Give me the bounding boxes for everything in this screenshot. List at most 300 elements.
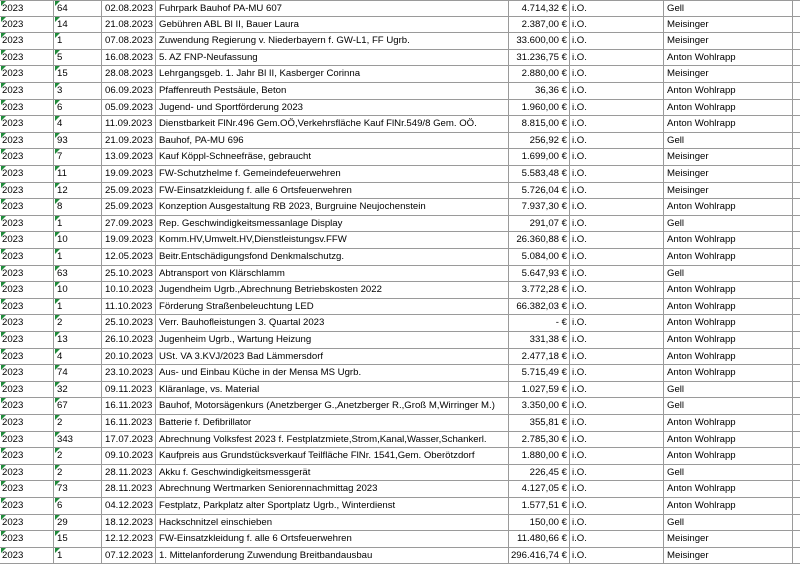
empty-cell[interactable]	[793, 17, 800, 33]
date-cell[interactable]: 16.11.2023	[102, 398, 156, 414]
number-cell[interactable]: 74	[54, 365, 102, 381]
year-cell[interactable]: 2023	[0, 216, 54, 232]
name-cell[interactable]: Gell	[664, 216, 793, 232]
empty-cell[interactable]	[793, 515, 800, 531]
status-cell[interactable]: i.O.	[570, 17, 664, 33]
amount-cell[interactable]: 1.577,51 €	[509, 498, 570, 514]
error-indicator-icon	[55, 1, 60, 6]
date-cell[interactable]: 21.09.2023	[102, 133, 156, 149]
description-cell[interactable]: 5. AZ FNP-Neufassung	[156, 50, 509, 66]
description-cell[interactable]: Kauf Köppl-Schneefräse, gebraucht	[156, 149, 509, 165]
date-cell[interactable]: 18.12.2023	[102, 515, 156, 531]
status-cell[interactable]: i.O.	[570, 481, 664, 497]
date-cell[interactable]: 25.09.2023	[102, 199, 156, 215]
number-cell[interactable]: 7	[54, 149, 102, 165]
number-cell[interactable]: 1	[54, 216, 102, 232]
date-cell[interactable]: 19.09.2023	[102, 232, 156, 248]
number-cell[interactable]: 1	[54, 249, 102, 265]
name-cell[interactable]: Anton Wohlrapp	[664, 100, 793, 116]
status-cell[interactable]: i.O.	[570, 183, 664, 199]
error-indicator-icon	[1, 83, 6, 88]
description-cell[interactable]: Verr. Bauhofleistungen 3. Quartal 2023	[156, 315, 509, 331]
amount-cell[interactable]: 355,81 €	[509, 415, 570, 431]
empty-cell[interactable]	[793, 548, 800, 564]
description-cell[interactable]: Jugenheim Ugrb., Wartung Heizung	[156, 332, 509, 348]
empty-cell[interactable]	[793, 66, 800, 82]
number-cell[interactable]: 2	[54, 448, 102, 464]
amount-cell[interactable]: 26.360,88 €	[509, 232, 570, 248]
description-cell[interactable]: Akku f. Geschwindigkeitsmessgerät	[156, 465, 509, 481]
status-cell[interactable]: i.O.	[570, 282, 664, 298]
name-cell[interactable]: Anton Wohlrapp	[664, 448, 793, 464]
error-indicator-icon	[55, 183, 60, 188]
year-cell[interactable]: 2023	[0, 349, 54, 365]
error-indicator-icon	[1, 349, 6, 354]
number-cell[interactable]: 343	[54, 432, 102, 448]
status-cell[interactable]: i.O.	[570, 448, 664, 464]
date-cell[interactable]: 09.11.2023	[102, 382, 156, 398]
date-cell[interactable]: 25.10.2023	[102, 315, 156, 331]
year-cell[interactable]: 2023	[0, 315, 54, 331]
description-cell[interactable]: Zuwendung Regierung v. Niederbayern f. GW-L1, FF Ugrb.	[156, 33, 509, 49]
empty-cell[interactable]	[793, 50, 800, 66]
status-cell[interactable]: i.O.	[570, 199, 664, 215]
year-cell[interactable]: 2023	[0, 498, 54, 514]
table-row	[0, 349, 800, 366]
status-cell[interactable]: i.O.	[570, 432, 664, 448]
error-indicator-icon	[55, 50, 60, 55]
empty-cell[interactable]	[793, 315, 800, 331]
status-cell[interactable]: i.O.	[570, 66, 664, 82]
description-cell[interactable]: Hackschnitzel einschieben	[156, 515, 509, 531]
amount-cell[interactable]: 291,07 €	[509, 216, 570, 232]
table-row	[0, 282, 800, 299]
name-cell[interactable]: Gell	[664, 1, 793, 16]
year-cell[interactable]: 2023	[0, 465, 54, 481]
description-cell[interactable]: Gebühren ABL Bl II, Bauer Laura	[156, 17, 509, 33]
year-cell[interactable]: 2023	[0, 299, 54, 315]
empty-cell[interactable]	[793, 349, 800, 365]
date-cell[interactable]: 12.12.2023	[102, 531, 156, 547]
status-cell[interactable]: i.O.	[570, 382, 664, 398]
error-indicator-icon	[55, 432, 60, 437]
status-cell[interactable]: i.O.	[570, 398, 664, 414]
number-cell[interactable]: 10	[54, 282, 102, 298]
name-cell[interactable]: Gell	[664, 465, 793, 481]
year-cell[interactable]: 2023	[0, 199, 54, 215]
description-cell[interactable]: FW-Einsatzkleidung f. alle 6 Ortsfeuerwehren	[156, 183, 509, 199]
date-cell[interactable]: 28.11.2023	[102, 465, 156, 481]
date-cell[interactable]: 16.08.2023	[102, 50, 156, 66]
description-cell[interactable]: Konzeption Ausgestaltung RB 2023, Burgruine Neujochenstein	[156, 199, 509, 215]
year-cell[interactable]: 2023	[0, 282, 54, 298]
empty-cell[interactable]	[793, 332, 800, 348]
number-cell[interactable]: 2	[54, 415, 102, 431]
empty-cell[interactable]	[793, 531, 800, 547]
table-row	[0, 50, 800, 67]
description-cell[interactable]: FW-Schutzhelme f. Gemeindefeuerwehren	[156, 166, 509, 182]
description-cell[interactable]: Kaufpreis aus Grundstücksverkauf Teilfläche FlNr. 1541,Gem. Oberötzdorf	[156, 448, 509, 464]
amount-cell[interactable]: 1.027,59 €	[509, 382, 570, 398]
year-cell[interactable]: 2023	[0, 83, 54, 99]
empty-cell[interactable]	[793, 100, 800, 116]
status-cell[interactable]: i.O.	[570, 299, 664, 315]
empty-cell[interactable]	[793, 299, 800, 315]
error-indicator-icon	[55, 548, 60, 553]
year-cell[interactable]: 2023	[0, 481, 54, 497]
year-cell[interactable]: 2023	[0, 232, 54, 248]
number-cell[interactable]: 13	[54, 332, 102, 348]
description-cell[interactable]: Kläranlage, vs. Material	[156, 382, 509, 398]
amount-cell[interactable]: 5.715,49 €	[509, 365, 570, 381]
description-cell[interactable]: Aus- und Einbau Küche in der Mensa MS Ugrb.	[156, 365, 509, 381]
amount-cell[interactable]: 150,00 €	[509, 515, 570, 531]
description-cell[interactable]: Lehrgangsgeb. 1. Jahr Bl II, Kasberger Corinna	[156, 66, 509, 82]
name-cell[interactable]: Anton Wohlrapp	[664, 249, 793, 265]
amount-cell[interactable]: 1.960,00 €	[509, 100, 570, 116]
name-cell[interactable]: Anton Wohlrapp	[664, 481, 793, 497]
year-cell[interactable]: 2023	[0, 332, 54, 348]
amount-cell[interactable]: 11.480,66 €	[509, 531, 570, 547]
number-cell[interactable]: 11	[54, 166, 102, 182]
status-cell[interactable]: i.O.	[570, 349, 664, 365]
empty-cell[interactable]	[793, 398, 800, 414]
status-cell[interactable]: i.O.	[570, 216, 664, 232]
status-cell[interactable]: i.O.	[570, 415, 664, 431]
status-cell[interactable]: i.O.	[570, 266, 664, 282]
error-indicator-icon	[1, 66, 6, 71]
number-cell[interactable]: 73	[54, 481, 102, 497]
number-cell[interactable]: 1	[54, 33, 102, 49]
name-cell[interactable]: Anton Wohlrapp	[664, 299, 793, 315]
empty-cell[interactable]	[793, 282, 800, 298]
amount-cell[interactable]: 5.583,48 €	[509, 166, 570, 182]
description-cell[interactable]: Komm.HV,Umwelt.HV,Dienstleistungsv.FFW	[156, 232, 509, 248]
description-cell[interactable]: USt. VA 3.KVJ/2023 Bad Lämmersdorf	[156, 349, 509, 365]
name-cell[interactable]: Anton Wohlrapp	[664, 349, 793, 365]
amount-cell[interactable]: 1.880,00 €	[509, 448, 570, 464]
status-cell[interactable]: i.O.	[570, 465, 664, 481]
table-row	[0, 382, 800, 399]
empty-cell[interactable]	[793, 498, 800, 514]
status-cell[interactable]: i.O.	[570, 232, 664, 248]
status-cell[interactable]: i.O.	[570, 33, 664, 49]
status-cell[interactable]: i.O.	[570, 249, 664, 265]
status-cell[interactable]: i.O.	[570, 548, 664, 564]
date-cell[interactable]: 11.09.2023	[102, 116, 156, 132]
empty-cell[interactable]	[793, 216, 800, 232]
number-cell[interactable]: 8	[54, 199, 102, 215]
description-cell[interactable]: 1. Mittelanforderung Zuwendung Breitbandausbau	[156, 548, 509, 564]
description-cell[interactable]: Abrechnung Volksfest 2023 f. Festplatzmiete,Strom,Kanal,Wasser,Schankerl.	[156, 432, 509, 448]
year-cell[interactable]: 2023	[0, 398, 54, 414]
empty-cell[interactable]	[793, 199, 800, 215]
name-cell[interactable]: Meisinger	[664, 149, 793, 165]
year-cell[interactable]: 2023	[0, 515, 54, 531]
empty-cell[interactable]	[793, 249, 800, 265]
description-cell[interactable]: Festplatz, Parkplatz alter Sportplatz Ugrb., Winterdienst	[156, 498, 509, 514]
description-cell[interactable]: Dienstbarkeit FlNr.496 Gem.OÖ,Verkehrsfläche Kauf FlNr.549/8 Gem. OÖ.	[156, 116, 509, 132]
year-cell[interactable]: 2023	[0, 531, 54, 547]
status-cell[interactable]: i.O.	[570, 315, 664, 331]
amount-cell[interactable]: 2.387,00 €	[509, 17, 570, 33]
date-cell[interactable]: 21.08.2023	[102, 17, 156, 33]
empty-cell[interactable]	[793, 1, 800, 16]
year-cell[interactable]: 2023	[0, 448, 54, 464]
number-cell[interactable]: 29	[54, 515, 102, 531]
status-cell[interactable]: i.O.	[570, 1, 664, 16]
name-cell[interactable]: Gell	[664, 266, 793, 282]
error-indicator-icon	[55, 315, 60, 320]
description-cell[interactable]: Batterie f. Defibrillator	[156, 415, 509, 431]
number-cell[interactable]: 14	[54, 17, 102, 33]
date-cell[interactable]: 28.08.2023	[102, 66, 156, 82]
amount-cell[interactable]: 331,38 €	[509, 332, 570, 348]
date-cell[interactable]: 11.10.2023	[102, 299, 156, 315]
name-cell[interactable]: Meisinger	[664, 66, 793, 82]
number-cell[interactable]: 32	[54, 382, 102, 398]
table-row	[0, 548, 800, 564]
amount-cell[interactable]: 33.600,00 €	[509, 33, 570, 49]
date-cell[interactable]: 02.08.2023	[102, 1, 156, 16]
empty-cell[interactable]	[793, 83, 800, 99]
name-cell[interactable]: Anton Wohlrapp	[664, 116, 793, 132]
description-cell[interactable]: Abtransport von Klärschlamm	[156, 266, 509, 282]
date-cell[interactable]: 07.12.2023	[102, 548, 156, 564]
name-cell[interactable]: Anton Wohlrapp	[664, 365, 793, 381]
name-cell[interactable]: Gell	[664, 515, 793, 531]
date-cell[interactable]: 10.10.2023	[102, 282, 156, 298]
error-indicator-icon	[1, 166, 6, 171]
error-indicator-icon	[1, 149, 6, 154]
empty-cell[interactable]	[793, 116, 800, 132]
table-row	[0, 465, 800, 482]
description-cell[interactable]: FW-Einsatzkleidung f. alle 6 Ortsfeuerwehren	[156, 531, 509, 547]
status-cell[interactable]: i.O.	[570, 83, 664, 99]
name-cell[interactable]: Gell	[664, 133, 793, 149]
number-cell[interactable]: 63	[54, 266, 102, 282]
year-cell[interactable]: 2023	[0, 116, 54, 132]
date-cell[interactable]: 17.07.2023	[102, 432, 156, 448]
empty-cell[interactable]	[793, 183, 800, 199]
table-row	[0, 17, 800, 34]
amount-cell[interactable]: 66.382,03 €	[509, 299, 570, 315]
name-cell[interactable]: Anton Wohlrapp	[664, 232, 793, 248]
empty-cell[interactable]	[793, 166, 800, 182]
status-cell[interactable]: i.O.	[570, 166, 664, 182]
amount-cell[interactable]: 256,92 €	[509, 133, 570, 149]
description-cell[interactable]: Bauhof, Motorsägenkurs (Anetzberger G.,Anetzberger R.,Groß M,Wirringer M.)	[156, 398, 509, 414]
date-cell[interactable]: 23.10.2023	[102, 365, 156, 381]
name-cell[interactable]: Anton Wohlrapp	[664, 50, 793, 66]
year-cell[interactable]: 2023	[0, 100, 54, 116]
table-row	[0, 133, 800, 150]
error-indicator-icon	[1, 498, 6, 503]
empty-cell[interactable]	[793, 465, 800, 481]
date-cell[interactable]: 07.08.2023	[102, 33, 156, 49]
amount-cell[interactable]: 3.772,28 €	[509, 282, 570, 298]
status-cell[interactable]: i.O.	[570, 100, 664, 116]
description-cell[interactable]: Fuhrpark Bauhof PA-MU 607	[156, 1, 509, 16]
name-cell[interactable]: Meisinger	[664, 531, 793, 547]
description-cell[interactable]: Beitr.Entschädigungsfond Denkmalschutzg.	[156, 249, 509, 265]
year-cell[interactable]: 2023	[0, 249, 54, 265]
date-cell[interactable]: 06.09.2023	[102, 83, 156, 99]
date-cell[interactable]: 25.10.2023	[102, 266, 156, 282]
name-cell[interactable]: Meisinger	[664, 17, 793, 33]
year-cell[interactable]: 2023	[0, 548, 54, 564]
error-indicator-icon	[55, 398, 60, 403]
description-cell[interactable]: Jugend- und Sportförderung 2023	[156, 100, 509, 116]
amount-cell[interactable]: 2.880,00 €	[509, 66, 570, 82]
number-cell[interactable]: 5	[54, 50, 102, 66]
amount-cell[interactable]: 296.416,74 €	[509, 548, 570, 564]
description-cell[interactable]: Abrechnung Wertmarken Seniorennachmittag 2023	[156, 481, 509, 497]
year-cell[interactable]: 2023	[0, 183, 54, 199]
date-cell[interactable]: 20.10.2023	[102, 349, 156, 365]
name-cell[interactable]: Meisinger	[664, 548, 793, 564]
number-cell[interactable]: 10	[54, 232, 102, 248]
status-cell[interactable]: i.O.	[570, 116, 664, 132]
amount-cell[interactable]: 5.726,04 €	[509, 183, 570, 199]
number-cell[interactable]: 1	[54, 548, 102, 564]
status-cell[interactable]: i.O.	[570, 50, 664, 66]
amount-cell[interactable]: 2.477,18 €	[509, 349, 570, 365]
year-cell[interactable]: 2023	[0, 382, 54, 398]
status-cell[interactable]: i.O.	[570, 332, 664, 348]
number-cell[interactable]: 67	[54, 398, 102, 414]
name-cell[interactable]: Anton Wohlrapp	[664, 199, 793, 215]
empty-cell[interactable]	[793, 133, 800, 149]
empty-cell[interactable]	[793, 432, 800, 448]
name-cell[interactable]: Gell	[664, 398, 793, 414]
empty-cell[interactable]	[793, 448, 800, 464]
name-cell[interactable]: Anton Wohlrapp	[664, 332, 793, 348]
table-row	[0, 415, 800, 432]
amount-cell[interactable]: - €	[509, 315, 570, 331]
name-cell[interactable]: Anton Wohlrapp	[664, 415, 793, 431]
table-row	[0, 432, 800, 449]
number-cell[interactable]: 15	[54, 66, 102, 82]
year-cell[interactable]: 2023	[0, 432, 54, 448]
name-cell[interactable]: Gell	[664, 382, 793, 398]
table-row	[0, 199, 800, 216]
empty-cell[interactable]	[793, 382, 800, 398]
name-cell[interactable]: Anton Wohlrapp	[664, 498, 793, 514]
year-cell[interactable]: 2023	[0, 50, 54, 66]
error-indicator-icon	[1, 315, 6, 320]
name-cell[interactable]: Anton Wohlrapp	[664, 315, 793, 331]
date-cell[interactable]: 19.09.2023	[102, 166, 156, 182]
year-cell[interactable]: 2023	[0, 133, 54, 149]
year-cell[interactable]: 2023	[0, 365, 54, 381]
date-cell[interactable]: 09.10.2023	[102, 448, 156, 464]
status-cell[interactable]: i.O.	[570, 149, 664, 165]
empty-cell[interactable]	[793, 232, 800, 248]
number-cell[interactable]: 6	[54, 100, 102, 116]
number-cell[interactable]: 2	[54, 315, 102, 331]
date-cell[interactable]: 25.09.2023	[102, 183, 156, 199]
status-cell[interactable]: i.O.	[570, 365, 664, 381]
number-cell[interactable]: 15	[54, 531, 102, 547]
number-cell[interactable]: 3	[54, 83, 102, 99]
number-cell[interactable]: 4	[54, 349, 102, 365]
year-cell[interactable]: 2023	[0, 33, 54, 49]
date-cell[interactable]: 04.12.2023	[102, 498, 156, 514]
error-indicator-icon	[55, 515, 60, 520]
year-cell[interactable]: 2023	[0, 266, 54, 282]
status-cell[interactable]: i.O.	[570, 133, 664, 149]
empty-cell[interactable]	[793, 266, 800, 282]
empty-cell[interactable]	[793, 415, 800, 431]
amount-cell[interactable]: 5.084,00 €	[509, 249, 570, 265]
amount-cell[interactable]: 8.815,00 €	[509, 116, 570, 132]
year-cell[interactable]: 2023	[0, 1, 54, 16]
number-cell[interactable]: 12	[54, 183, 102, 199]
amount-cell[interactable]: 2.785,30 €	[509, 432, 570, 448]
name-cell[interactable]: Anton Wohlrapp	[664, 282, 793, 298]
amount-cell[interactable]: 4.714,32 €	[509, 1, 570, 16]
name-cell[interactable]: Meisinger	[664, 33, 793, 49]
amount-cell[interactable]: 5.647,93 €	[509, 266, 570, 282]
empty-cell[interactable]	[793, 481, 800, 497]
date-cell[interactable]: 13.09.2023	[102, 149, 156, 165]
empty-cell[interactable]	[793, 365, 800, 381]
status-cell[interactable]: i.O.	[570, 498, 664, 514]
amount-cell[interactable]: 7.937,30 €	[509, 199, 570, 215]
number-cell[interactable]: 6	[54, 498, 102, 514]
status-cell[interactable]: i.O.	[570, 515, 664, 531]
date-cell[interactable]: 28.11.2023	[102, 481, 156, 497]
number-cell[interactable]: 93	[54, 133, 102, 149]
year-cell[interactable]: 2023	[0, 17, 54, 33]
status-cell[interactable]: i.O.	[570, 531, 664, 547]
amount-cell[interactable]: 3.350,00 €	[509, 398, 570, 414]
date-cell[interactable]: 16.11.2023	[102, 415, 156, 431]
number-cell[interactable]: 1	[54, 299, 102, 315]
date-cell[interactable]: 05.09.2023	[102, 100, 156, 116]
description-cell[interactable]: Rep. Geschwindigkeitsmessanlage Display	[156, 216, 509, 232]
year-cell[interactable]: 2023	[0, 149, 54, 165]
date-cell[interactable]: 27.09.2023	[102, 216, 156, 232]
name-cell[interactable]: Anton Wohlrapp	[664, 83, 793, 99]
description-cell[interactable]: Jugendheim Ugrb.,Abrechnung Betriebskosten 2022	[156, 282, 509, 298]
description-cell[interactable]: Förderung Straßenbeleuchtung LED	[156, 299, 509, 315]
number-cell[interactable]: 4	[54, 116, 102, 132]
name-cell[interactable]: Anton Wohlrapp	[664, 432, 793, 448]
empty-cell[interactable]	[793, 33, 800, 49]
amount-cell[interactable]: 226,45 €	[509, 465, 570, 481]
error-indicator-icon	[1, 17, 6, 22]
date-cell[interactable]: 12.05.2023	[102, 249, 156, 265]
year-cell[interactable]: 2023	[0, 66, 54, 82]
name-cell[interactable]: Meisinger	[664, 166, 793, 182]
date-cell[interactable]: 26.10.2023	[102, 332, 156, 348]
empty-cell[interactable]	[793, 149, 800, 165]
number-cell[interactable]: 64	[54, 1, 102, 16]
description-cell[interactable]: Pfaffenreuth Pestsäule, Beton	[156, 83, 509, 99]
year-cell[interactable]: 2023	[0, 415, 54, 431]
description-cell[interactable]: Bauhof, PA-MU 696	[156, 133, 509, 149]
year-cell[interactable]: 2023	[0, 166, 54, 182]
amount-cell[interactable]: 4.127,05 €	[509, 481, 570, 497]
amount-cell[interactable]: 31.236,75 €	[509, 50, 570, 66]
number-cell[interactable]: 2	[54, 465, 102, 481]
name-cell[interactable]: Meisinger	[664, 183, 793, 199]
amount-cell[interactable]: 1.699,00 €	[509, 149, 570, 165]
error-indicator-icon	[1, 33, 6, 38]
amount-cell[interactable]: 36,36 €	[509, 83, 570, 99]
